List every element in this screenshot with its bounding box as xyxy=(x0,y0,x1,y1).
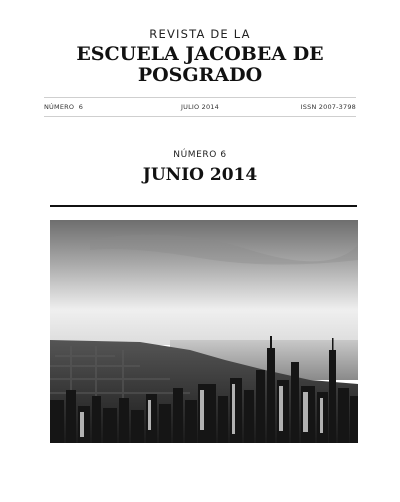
issue-label: NÚMERO 6 xyxy=(173,150,227,160)
journal-title-line-1: ESCUELA JACOBEA DE xyxy=(76,43,324,65)
title-divider xyxy=(50,205,357,207)
journal-kicker: REVISTA DE LA xyxy=(149,27,251,41)
meta-number: NÚMERO 6 xyxy=(44,103,84,111)
meta-rule-bottom xyxy=(44,116,356,117)
journal-title-line-2: POSGRADO xyxy=(137,64,263,86)
meta-rule-top xyxy=(44,97,356,98)
issue-date: JUNIO 2014 xyxy=(142,165,258,185)
city-skyline-photo-icon xyxy=(50,220,358,443)
meta-date: JULIO 2014 xyxy=(181,103,219,111)
meta-issn: ISSN 2007-3798 xyxy=(300,103,356,111)
sky xyxy=(50,220,358,345)
journal-title xyxy=(0,44,400,86)
